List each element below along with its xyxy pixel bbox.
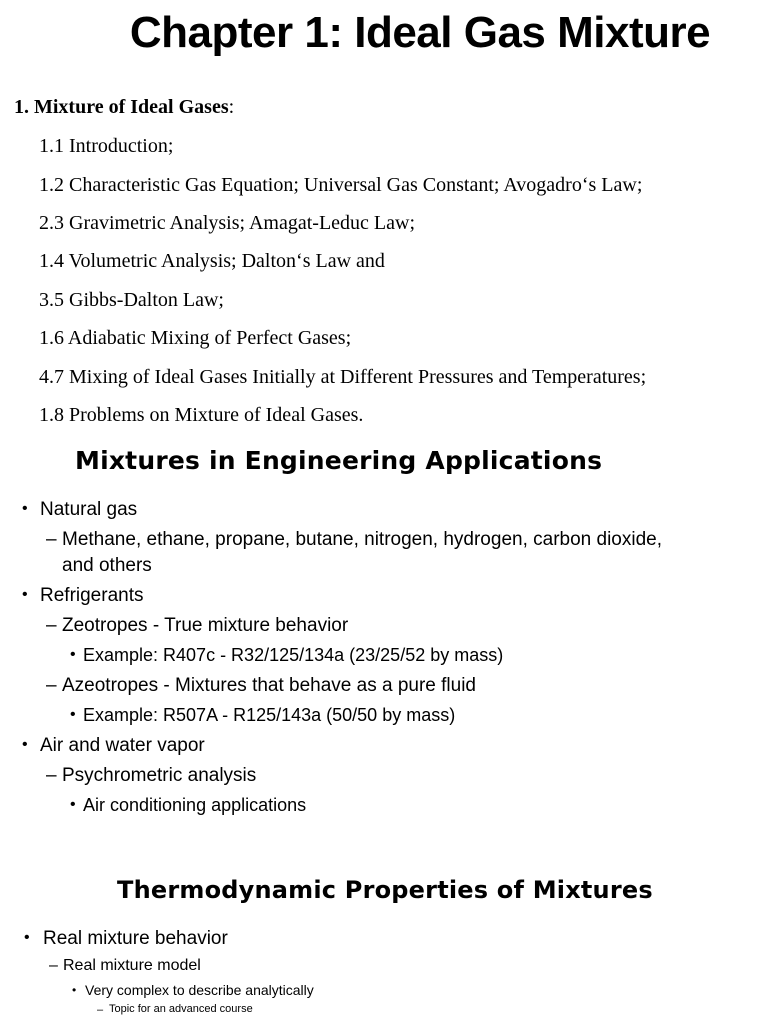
dash-icon: – (46, 675, 57, 696)
toc-item-3-5: 3.5 Gibbs-Dalton Law; (39, 289, 224, 311)
properties-heading: Thermodynamic Properties of Mixtures (117, 876, 653, 904)
natural-gas-components: Methane, ethane, propane, butane, nitrogen, hydrogen, carbon dioxide, (62, 529, 662, 550)
bullet-icon: • (24, 929, 30, 946)
psychrometric-item: Psychrometric analysis (62, 765, 257, 786)
bullet-natural-gas: Natural gas (40, 499, 138, 520)
dash-icon: – (46, 615, 57, 636)
air-conditioning-item: Air conditioning applications (83, 795, 307, 815)
bullet-icon: • (22, 500, 28, 517)
toc-item-2-3: 2.3 Gravimetric Analysis; Amagat-Leduc Law; (39, 212, 416, 234)
applications-heading: Mixtures in Engineering Applications (75, 446, 603, 475)
toc-item-1-4: 1.4 Volumetric Analysis; Dalton‘s Law and (39, 250, 385, 272)
toc-item-1-6: 1.6 Adiabatic Mixing of Perfect Gases; (39, 327, 352, 349)
zeotropes-example: Example: R407c - R32/125/134a (23/25/52 by mass) (83, 645, 504, 665)
real-mixture-model: Real mixture model (63, 957, 201, 974)
real-mixture-behavior: Real mixture behavior (43, 928, 228, 949)
bullet-icon: • (22, 736, 28, 753)
section-heading-colon: : (228, 96, 235, 118)
bullet-icon: • (70, 706, 76, 723)
bullet-icon: • (22, 586, 28, 603)
bullet-icon: • (72, 983, 77, 997)
toc-item-1-2: 1.2 Characteristic Gas Equation; Universal Gas Constant; Avogadro‘s Law; (39, 174, 643, 196)
bullet-icon: • (70, 646, 76, 663)
toc-item-1-8: 1.8 Problems on Mixture of Ideal Gases. (39, 404, 364, 426)
toc-item-1-1: 1.1 Introduction; (39, 135, 174, 157)
advanced-course-note: Topic for an advanced course (109, 1003, 253, 1015)
dash-icon: – (97, 1004, 104, 1016)
toc-item-4-7: 4.7 Mixing of Ideal Gases Initially at Different Pressures and Temperatures; (39, 366, 647, 388)
zeotropes-item: Zeotropes - True mixture behavior (62, 615, 349, 636)
section-heading-bold: 1. Mixture of Ideal Gases (14, 96, 229, 118)
azeotropes-item: Azeotropes - Mixtures that behave as a pure fluid (62, 675, 477, 696)
azeotropes-example: Example: R507A - R125/143a (50/50 by mass) (83, 705, 456, 725)
bullet-air-water-vapor: Air and water vapor (40, 735, 205, 756)
dash-icon: – (49, 957, 58, 974)
dash-icon: – (46, 765, 57, 786)
dash-icon: – (46, 529, 57, 550)
natural-gas-components-cont: and others (62, 555, 152, 576)
bullet-icon: • (70, 796, 76, 813)
complex-description: Very complex to describe analytically (85, 982, 314, 998)
bullet-refrigerants: Refrigerants (40, 585, 144, 606)
page-title: Chapter 1: Ideal Gas Mixture (129, 8, 711, 57)
section-heading (14, 96, 234, 119)
